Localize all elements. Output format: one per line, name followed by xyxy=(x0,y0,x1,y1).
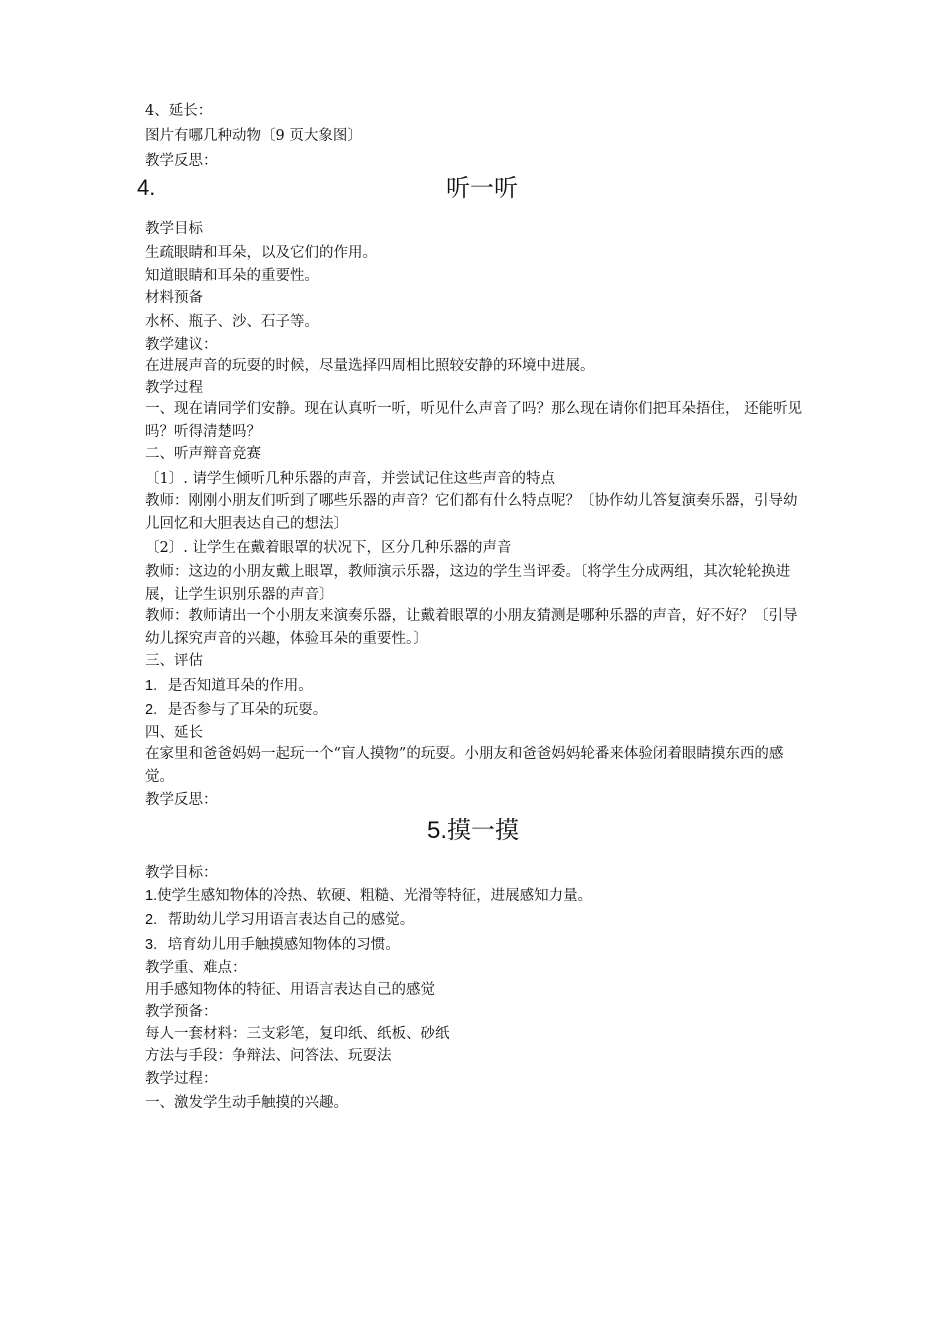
goal-number: 2. xyxy=(145,912,158,928)
eval-item xyxy=(145,676,805,696)
teacher-dialogue: 教师：教师请出一个小朋友来演奏乐器，让戴着眼罩的小朋友猜测是哪种乐器的声音，好不好？〔引导幼儿探究声音的兴趣，体验耳朵的重要性。〕 xyxy=(145,608,798,647)
reflection-label: 教学反思： xyxy=(145,153,218,169)
method-text: 方法与手段：争辩法、问答法、玩耍法 xyxy=(145,1048,392,1064)
eval-text: 是否知道耳朵的作用。 xyxy=(167,678,313,694)
goal-item xyxy=(145,935,805,955)
process-step: 一、激发学生动手触摸的兴趣。 xyxy=(145,1095,348,1111)
lesson-heading xyxy=(427,815,519,846)
eval-number: 2. xyxy=(145,702,158,718)
teacher-dialogue: 教师：刚刚小朋友们听到了哪些乐器的声音？它们都有什么特点呢？〔协作幼儿答复演奏乐器，引导幼儿回忆和大胆表达自己的想法〕 xyxy=(145,493,798,532)
section-label: 教学目标： xyxy=(145,865,218,881)
goal-text: 帮助幼儿学习用语言表达自己的感觉。 xyxy=(167,912,415,928)
section-label: 材料预备 xyxy=(145,290,203,306)
materials-text: 水杯、瓶子、沙、石子等。 xyxy=(145,314,319,330)
section-label: 教学过程： xyxy=(145,1071,218,1087)
goal-text: 培育幼儿用手触摸感知物体的习惯。 xyxy=(167,937,400,953)
section-label: 教学预备： xyxy=(145,1004,218,1020)
goal-number: 3. xyxy=(145,937,158,953)
goal-item: 知道眼睛和耳朵的重要性。 xyxy=(145,268,319,284)
section-label: 教学建议： xyxy=(145,337,218,353)
goal-item xyxy=(145,910,805,930)
goal-item: 生疏眼睛和耳朵，以及它们的作用。 xyxy=(145,245,377,261)
goal-number: 1. xyxy=(145,888,158,904)
goal-text: 使学生感知物体的冷热、软硬、粗糙、光滑等特征，进展感知力量。 xyxy=(157,888,593,904)
prep-text: 每人一套材料：三支彩笔，复印纸、纸板、砂纸 xyxy=(145,1026,450,1042)
process-step: 一、现在请同学们安静。现在认真听一听，听见什么声音了吗？那么现在请你们把耳朵捂住， 还能听见吗？听得清楚吗？ xyxy=(145,401,803,440)
lesson-number: 4. xyxy=(137,175,156,200)
eval-text: 是否参与了耳朵的玩耍。 xyxy=(167,702,328,718)
reflection-label: 教学反思： xyxy=(145,792,218,808)
lesson-title: 摸一摸 xyxy=(447,816,520,844)
goal-item xyxy=(145,886,805,906)
lesson-title: 听一听 xyxy=(446,174,518,202)
process-step: 二、听声辩音竞赛 xyxy=(145,446,261,462)
section-label: 教学重、难点： xyxy=(145,960,247,976)
eval-item xyxy=(145,700,805,720)
extension-text: 在家里和爸爸妈妈一起玩一个“盲人摸物”的玩耍。小朋友和爸爸妈妈轮番来体验闭着眼睛摸东西的感觉。 xyxy=(145,746,784,785)
section-label: 教学目标 xyxy=(145,221,203,237)
lesson-number: 5. xyxy=(427,817,448,844)
teacher-dialogue: 教师：这边的小朋友戴上眼罩，教师演示乐器，这边的学生当评委。〔将学生分成两组，其次轮轮换进展，让学生识别乐器的声音〕 xyxy=(145,564,791,603)
section-label: 教学过程 xyxy=(145,380,203,396)
eval-number: 1. xyxy=(145,678,158,694)
key-text: 用手感知物体的特征、用语言表达自己的感觉 xyxy=(145,982,435,998)
process-substep: 〔1〕. 请学生倾听几种乐器的声音，并尝试记住这些声音的特点 xyxy=(145,471,555,487)
extension-text: 图片有哪几种动物〔9 页大象图〕 xyxy=(145,128,362,144)
advice-text: 在进展声音的玩耍的时候，尽量选择四周相比照较安静的环境中进展。 xyxy=(145,358,595,374)
process-step: 三、评估 xyxy=(145,653,203,669)
process-substep: 〔2〕. 让学生在戴着眼罩的状况下，区分几种乐器的声音 xyxy=(145,540,512,556)
extension-label: 4、延长： xyxy=(145,103,213,119)
process-step: 四、延长 xyxy=(145,725,203,741)
